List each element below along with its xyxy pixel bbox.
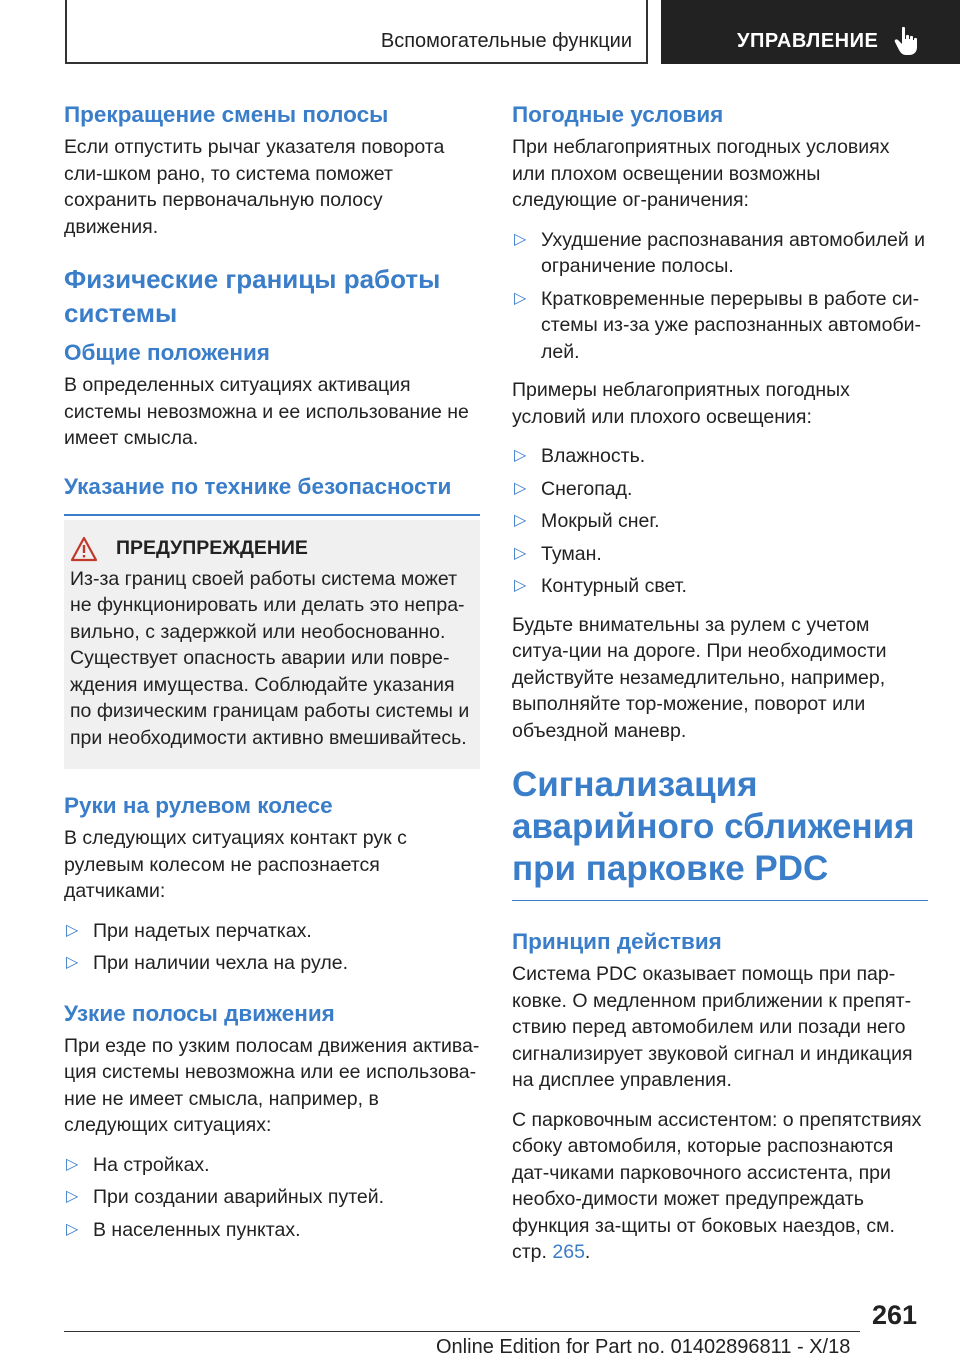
heading-general: Общие положения: [64, 340, 270, 365]
triangle-bullet-icon: ▷: [66, 1155, 79, 1173]
triangle-bullet-icon: ▷: [66, 1220, 79, 1238]
left-column: [64, 100, 480, 1255]
heading-lane-stop: Прекращение смены полосы: [64, 102, 389, 127]
footer-edition: Online Edition for Part no. 01402896811 - X/18: [436, 1336, 851, 1358]
page-number: 261: [872, 1300, 918, 1330]
list-item: ▷ При наличии чехла на руле.: [64, 950, 480, 977]
paragraph-principle: Система PDC оказывает помощь при пар-ковке. О медленном приближении к препят-ствию перед автомобилем или позади него сигнализирует звуковой сигнал и индикация на дисплее управления.: [512, 963, 913, 1091]
list-item: ▷ Ухудшение распознавания автомобилей и ограничение полосы.: [514, 228, 926, 277]
footer-divider: [64, 1331, 860, 1332]
triangle-bullet-icon: ▷: [514, 289, 527, 307]
page-reference-link[interactable]: 265: [552, 1241, 585, 1263]
paragraph-examples: Примеры неблагоприятных погодных условий или плохого освещения:: [512, 379, 850, 428]
heading-pdc: Сигнализация аварийного сближения при парковке PDC: [512, 765, 915, 888]
triangle-bullet-icon: ▷: [514, 512, 527, 529]
right-column: [512, 100, 928, 1279]
list-item: ▷ Туман.: [512, 541, 928, 568]
warning-title: ПРЕДУПРЕЖДЕНИЕ: [116, 537, 308, 559]
paragraph-lane-stop: Если отпустить рычаг указателя поворота сли-шком рано, то система поможет сохранить первоначальную полосу движения.: [64, 136, 445, 238]
triangle-bullet-icon: ▷: [66, 1188, 79, 1205]
safety-divider: [64, 514, 480, 516]
heading-principle: Принцип действия: [512, 929, 722, 954]
list-item: ▷ При надетых перчатках.: [64, 918, 480, 945]
hands-list: [64, 918, 480, 977]
warning-box: [64, 520, 480, 770]
heading-weather: Погодные условия: [512, 102, 724, 127]
triangle-bullet-icon: ▷: [66, 921, 79, 939]
list-item: ▷ Кратковременные перерывы в работе си-стемы из-за уже распознанных автомоби-лей.: [514, 287, 921, 363]
paragraph-narrow: При езде по узким полосам движения актива-ция системы невозможна или ее использова-ние не имеет смысла, например, в следующих ситуациях:: [64, 1034, 480, 1136]
triangle-bullet-icon: ▷: [514, 479, 527, 497]
warning-triangle-icon: [70, 536, 98, 562]
triangle-bullet-icon: ▷: [514, 447, 527, 464]
triangle-bullet-icon: ▷: [514, 544, 527, 562]
list-item: ▷ Контурный свет.: [512, 573, 928, 600]
paragraph-hands: В следующих ситуациях контакт рук с рулевым колесом не распознается датчиками:: [64, 827, 407, 902]
assistant-text: С парковочным ассистентом: о препятствиях сбоку автомобиля, которые распознаются дат-чиками парковочного ассистента, при необхо-димости может предупреждать функция за-щиты от боковых наездов, см. стр.: [512, 1108, 922, 1263]
paragraph-weather: При неблагоприятных погодных условиях или плохом освещении возможны следующие ог-раничения:: [512, 136, 890, 211]
list-item: ▷ В населенных пунктах.: [64, 1217, 480, 1244]
list-item: ▷ При создании аварийных путей.: [64, 1184, 480, 1211]
triangle-bullet-icon: ▷: [514, 577, 527, 594]
weather-list: [512, 227, 928, 366]
header-section-box: [65, 0, 648, 64]
heading-hands: Руки на рулевом колесе: [64, 793, 333, 818]
section-title: Вспомогательные функции: [380, 30, 632, 52]
heading-narrow: Узкие полосы движения: [64, 1000, 335, 1026]
header-chapter-box: [661, 0, 960, 64]
warning-header: [70, 536, 472, 562]
warning-text: Из-за границ своей работы система может не функционировать или делать это непра-вильно, с задержкой или необоснованно. Существует опасность аварии или повре-ждения имущества. Соблюдайте указания по физическим границам работы системы и при необходимости активно вмешивайтесь.: [70, 567, 470, 749]
list-item: ▷ На стройках.: [64, 1152, 480, 1179]
hand-pointer-icon: [893, 26, 921, 56]
narrow-list: [64, 1152, 480, 1244]
assistant-text-end: .: [584, 1241, 591, 1263]
list-item: ▷ Снегопад.: [512, 476, 928, 503]
pdc-divider: [512, 900, 928, 901]
heading-safety: Указание по технике безопасности: [64, 473, 452, 499]
triangle-bullet-icon: ▷: [66, 954, 79, 971]
triangle-bullet-icon: ▷: [514, 230, 527, 248]
chapter-title: УПРАВЛЕНИЕ: [737, 30, 879, 52]
list-item: ▷ Мокрый снег.: [512, 508, 928, 535]
heading-physical-limits: Физические границы работы системы: [64, 264, 441, 328]
paragraph-assistant: [512, 1107, 928, 1266]
examples-list: [512, 443, 928, 600]
paragraph-general: В определенных ситуациях активация системы невозможна и ее использование не имеет смысла.: [64, 374, 469, 449]
paragraph-attention: Будьте внимательны за рулем с учетом ситуа-ции на дороге. При необходимости действуйте незамедлительно, например, выполняйте тор-можение, поворот или объездной маневр.: [512, 613, 887, 742]
list-item: ▷ Влажность.: [512, 443, 928, 470]
